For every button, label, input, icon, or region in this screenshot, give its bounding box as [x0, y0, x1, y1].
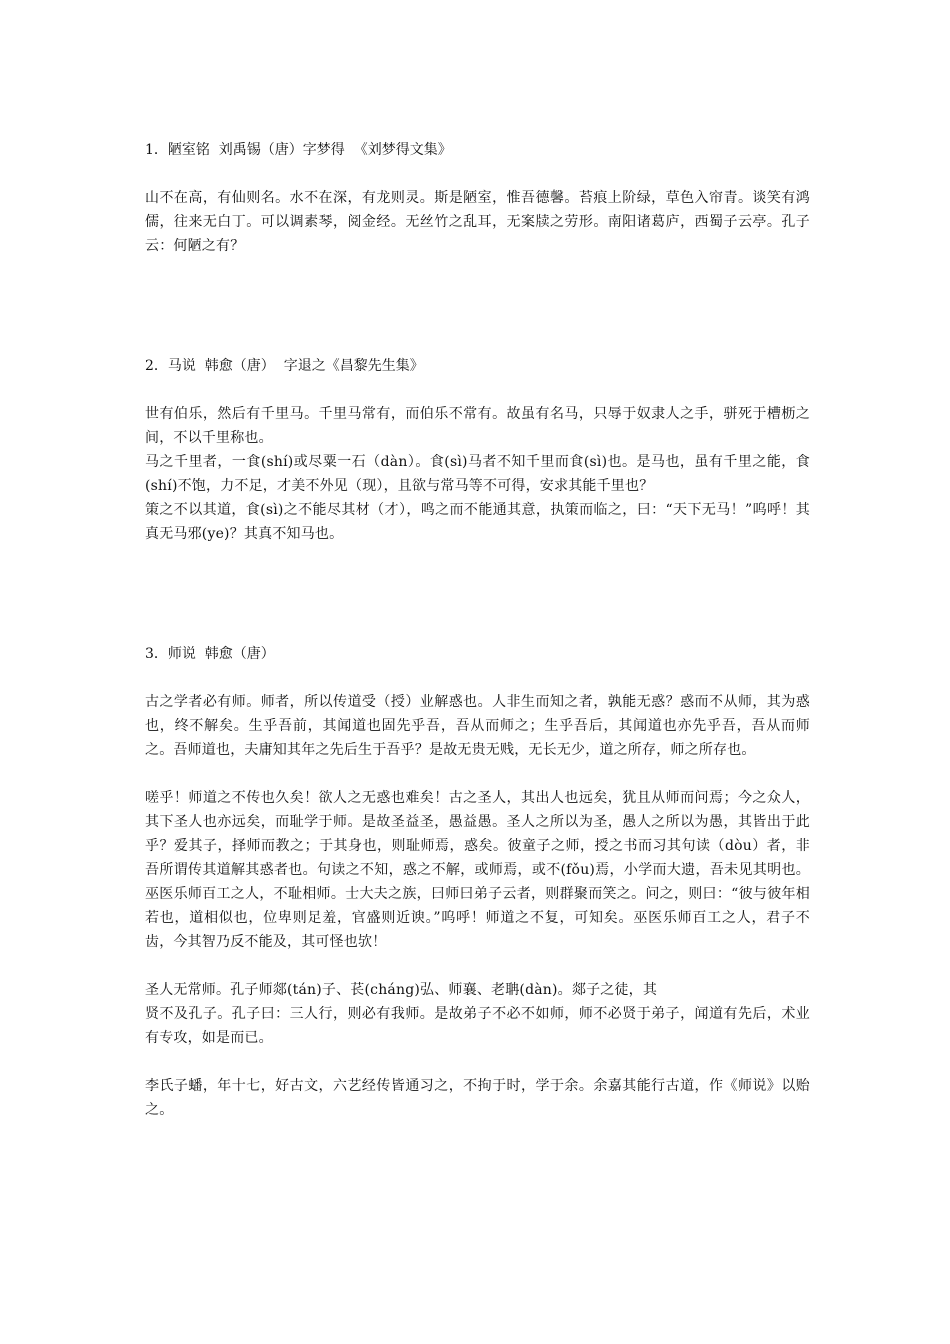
paragraph-line: 马之千里者，一食(shí)或尽粟一石（dàn）。食(sì)马者不知千里而食(sì)也。是马也，虽有千里之能，食(shí)不饱，力不足，才美不外见（现），且欲与常马等不可得，安求其能千里也？ — [145, 454, 810, 494]
paragraph-line: 圣人无常师。孔子师郯(tán)子、苌(cháng)弘、师襄、老聃(dàn)。郯子之徒，其 — [145, 982, 658, 998]
section-heading: 1．陋室铭 刘禹锡（唐）字梦得 《刘梦得文集》 — [145, 142, 452, 158]
paragraph-spacer — [145, 954, 810, 978]
paragraph-line: 贤不及孔子。孔子曰：三人行，则必有我师。是故弟子不必不如师，师不必贤于弟子，闻道有先后，术业有专攻，如是而已。 — [145, 1006, 810, 1046]
paragraph: 李氏子蟠，年十七，好古文，六艺经传皆通习之，不拘于时，学于余。余嘉其能行古道，作《师说》以贻之。 — [145, 1078, 810, 1118]
paragraph: 嗟乎！师道之不传也久矣！欲人之无惑也难矣！古之圣人，其出人也远矣，犹且从师而问焉；今之众人，其下圣人也亦远矣，而耻学于师。是故圣益圣，愚益愚。圣人之所以为圣，愚人之所以为愚，其皆出于此乎？爱其子，择师而教之；于其身也，则耻师焉，惑矣。彼童子之师，授之书而习其句读（dòu）者，非吾所谓传其道解其惑者也。句读之不知，惑之不解，或师焉，或不(fǒu)焉，小学而大遗，吾未见其明也。巫医乐师百工之人，不耻相师。士大夫之族，曰师曰弟子云者，则群聚而笑之。问之，则曰：“彼与彼年相若也，道相似也，位卑则足羞，官盛则近谀。”呜呼！师道之不复，可知矣。巫医乐师百工之人，君子不齿，今其智乃反不能及，其可怪也欤！ — [145, 790, 810, 950]
paragraph-line: 策之不以其道，食(sì)之不能尽其材（才），鸣之而不能通其意，执策而临之，曰：“天下无马！”呜呼！其真无马邪(ye)？其真不知马也。 — [145, 502, 810, 542]
section-spacer — [145, 546, 810, 642]
section-spacer — [145, 258, 810, 354]
paragraph-spacer — [145, 762, 810, 786]
section-heading: 3．师说 韩愈（唐） — [145, 646, 275, 662]
section-heading: 2．马说 韩愈（唐） 字退之《昌黎先生集》 — [145, 358, 424, 374]
paragraph-line: 世有伯乐，然后有千里马。千里马常有，而伯乐不常有。故虽有名马，只辱于奴隶人之手，骈死于槽枥之间，不以千里称也。 — [145, 406, 810, 446]
section-lou-shi-ming — [145, 138, 810, 258]
paragraph: 古之学者必有师。师者，所以传道受（授）业解惑也。人非生而知之者，孰能无惑？惑而不从师，其为惑也，终不解矣。生乎吾前，其闻道也固先乎吾，吾从而师之；生乎吾后，其闻道也亦先乎吾，吾从而师之。吾师道也，夫庸知其年之先后生于吾乎？是故无贵无贱，无长无少，道之所存，师之所存也。 — [145, 694, 810, 758]
section-ma-shuo — [145, 354, 810, 546]
paragraph-line: 山不在高，有仙则名。水不在深，有龙则灵。斯是陋室，惟吾德馨。苔痕上阶绿，草色入帘青。谈笑有鸿儒，往来无白丁。可以调素琴，阅金经。无丝竹之乱耳，无案牍之劳形。南阳诸葛庐，西蜀子云亭。孔子云：何陋之有？ — [145, 190, 810, 254]
paragraph-spacer — [145, 1050, 810, 1074]
document-page — [145, 138, 810, 1122]
section-shi-shuo — [145, 642, 810, 1122]
